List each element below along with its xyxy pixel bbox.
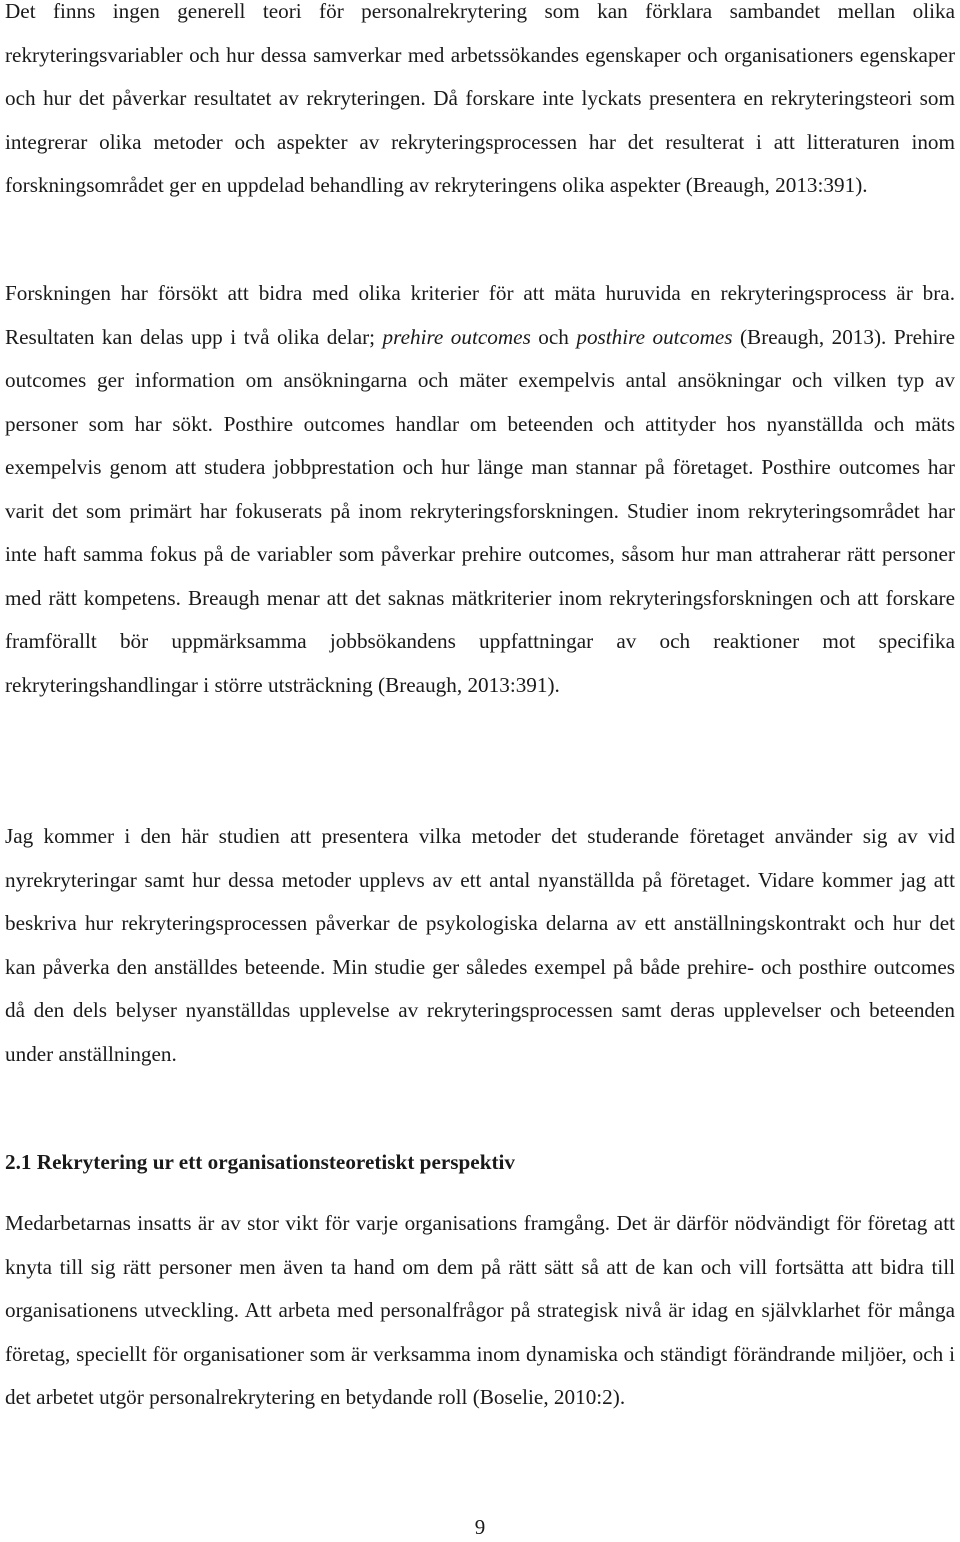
paragraph-text: och xyxy=(530,324,577,349)
body-paragraph: Jag kommer i den här studien att presentera vilka metoder det studerande företaget använder sig av vid nyrekryteringar samt hur dessa metoder upplevs av ett antal nyanställda på företaget. Vidare kommer jag att beskriva hur rekryteringsprocessen påverkar de psykologiska delarna av ett anställningskontrakt och hur det kan påverka den anställdes beteende. Min studie ger således exempel på både prehire- och posthire outcomes då den dels belyser nyanställdas upplevelse av rekryteringsprocessen samt deras upplevelser och beteenden under anställningen. xyxy=(5,824,955,1066)
paragraph-text: (Breaugh, 2013). Prehire outcomes ger information om ansökningarna och mäter exempelvis antal ansökningar och vilken typ av personer som har sökt. Posthire outcomes handlar om beteenden och attityder hos nyanställda och mäts exempelvis genom att studera jobbprestation och hur länge man stannar på företaget. Posthire outcomes har varit det som primärt har fokuserats på inom rekryteringsforskningen. Studier inom rekryteringsområdet har inte haft samma fokus på de variabler som påverkar prehire outcomes, såsom hur man attraherar rätt personer med rätt kompetens. Breaugh menar att det saknas mätkriterier inom rekryteringsforskningen och att forskare framförallt bör uppmärksamma jobbsökandens uppfattningar av och reaktioner mot specifika rekryteringshandlingar i större utsträckning (Breaugh, 2013:391). xyxy=(5,324,955,697)
body-paragraph: Det finns ingen generell teori för personalrekrytering som kan förklara sambandet mellan olika rekryteringsvariabler och hur dessa samverkar med arbetssökandes egenskaper och organisationers egenskaper och hur det påverkar resultatet av rekryteringen. Då forskare inte lyckats presentera en rekryteringsteori som integrerar olika metoder och aspekter av rekryteringsprocessen har det resulterat i att litteraturen inom forskningsområdet ger en uppdelad behandling av rekryteringens olika aspekter (Breaugh, 2013:391). xyxy=(5,0,955,197)
page-number: 9 xyxy=(474,1515,486,1539)
section-heading: 2.1 Rekrytering ur ett organisationsteoretiskt perspektiv xyxy=(5,1150,516,1174)
paragraph-text: Forskningen har försökt att bidra med olika kriterier för att mäta huruvida en rekryteringsprocess är bra. Resultaten kan delas upp i två olika delar; xyxy=(5,281,955,349)
body-paragraph xyxy=(5,272,955,707)
italic-term: posthire outcomes xyxy=(576,324,733,349)
italic-term: prehire outcomes xyxy=(382,324,531,349)
body-paragraph: Medarbetarnas insatts är av stor vikt för varje organisations framgång. Det är därför nödvändigt för företag att knyta till sig rätt personer men även ta hand om dem på rätt sätt så att de kan och vill fortsätta att bidra till organisationens utveckling. Att arbeta med personalfrågor på strategisk nivå är idag en självklarhet för många företag, speciellt för organisationer som är verksamma inom dynamiska och ständigt förändrande miljöer, och i det arbetet utgör personalrekrytering en betydande roll (Boselie, 2010:2). xyxy=(5,1211,955,1409)
